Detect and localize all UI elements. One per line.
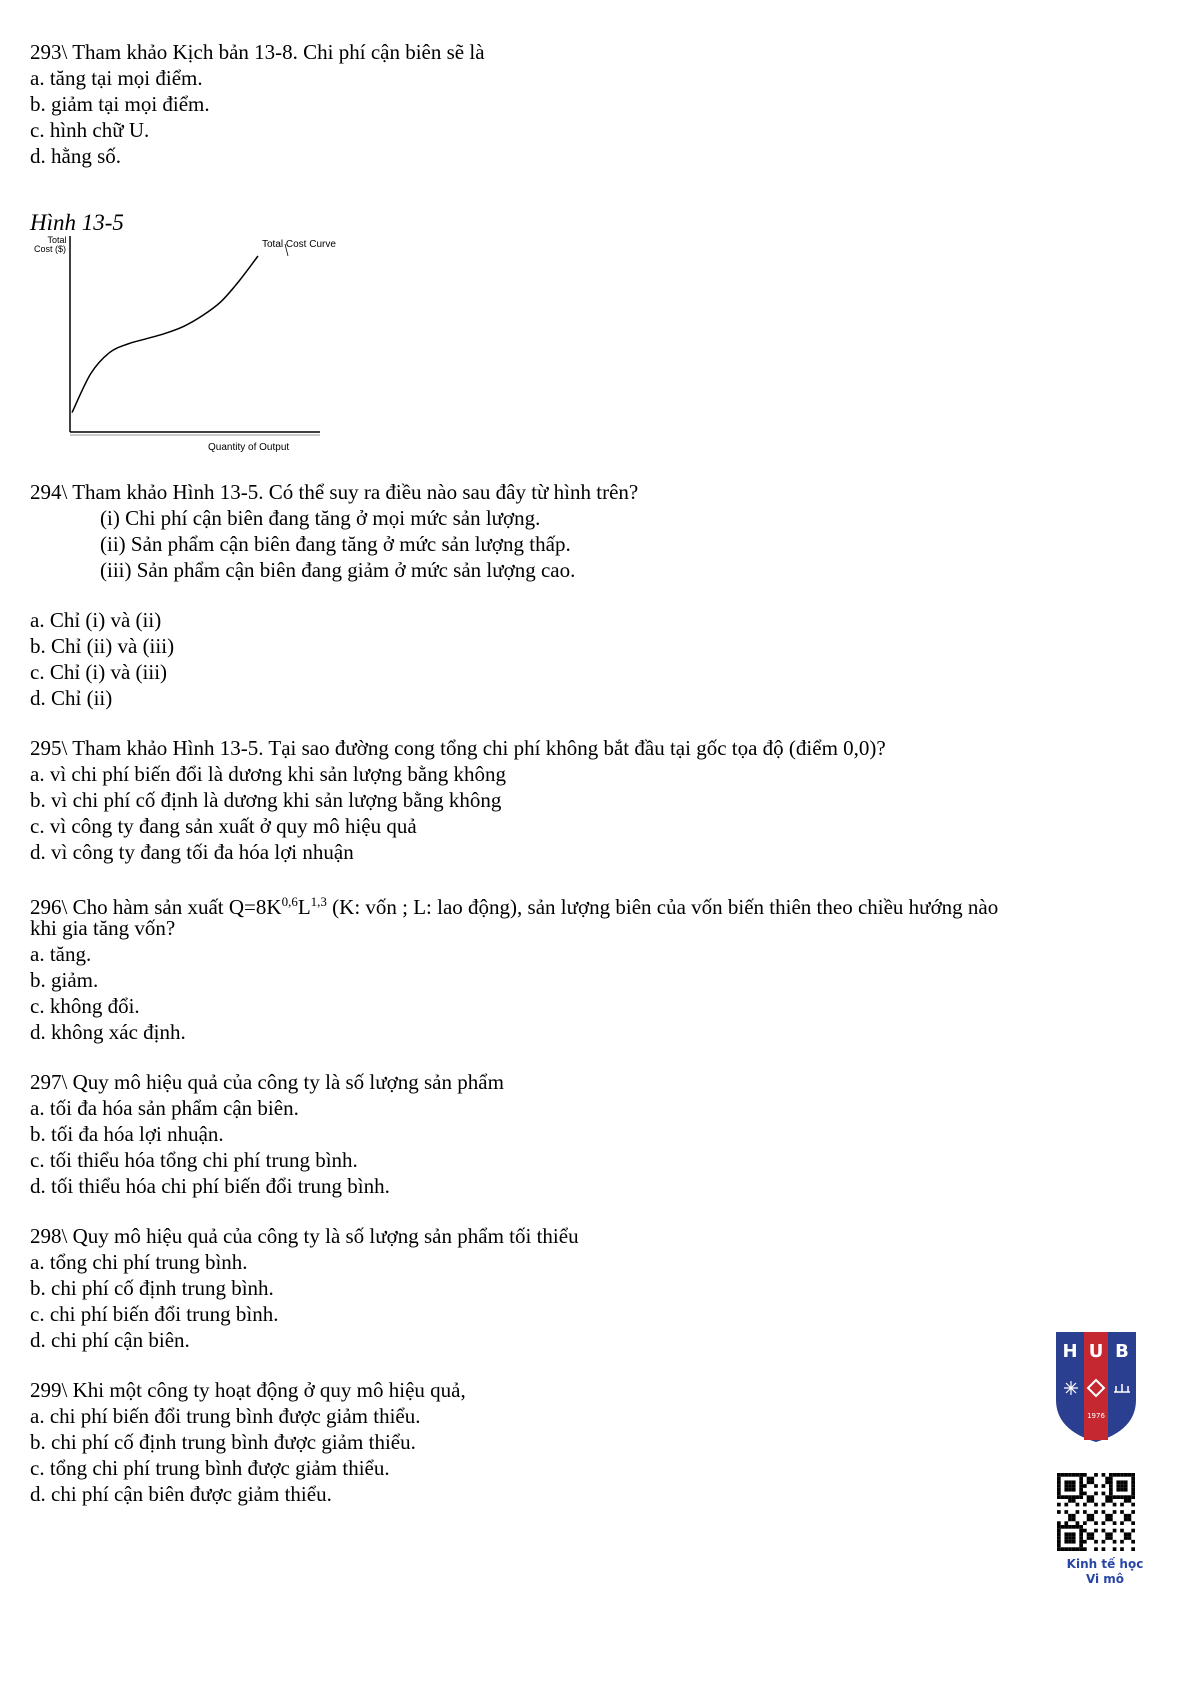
qr-module (1120, 1529, 1124, 1533)
qr-module (1105, 1536, 1109, 1540)
question-298-option-b: b. chi phí cố định trung bình. (30, 1276, 274, 1300)
qr-module (1116, 1484, 1120, 1488)
qr-module (1131, 1492, 1135, 1496)
qr-module (1068, 1525, 1072, 1529)
qr-module (1113, 1510, 1117, 1514)
qr-module (1102, 1503, 1106, 1507)
qr-module (1131, 1547, 1135, 1551)
qr-module (1109, 1532, 1113, 1536)
question-299-option-c: c. tổng chi phí trung bình được giảm thiểu. (30, 1456, 390, 1480)
qr-module (1102, 1540, 1106, 1544)
qr-module (1083, 1492, 1087, 1496)
qr-module (1109, 1480, 1113, 1484)
qr-module (1072, 1473, 1076, 1477)
qr-module (1083, 1473, 1087, 1477)
qr-module (1068, 1532, 1072, 1536)
qr-module (1064, 1495, 1068, 1499)
qr-module (1113, 1521, 1117, 1525)
qr-module (1072, 1525, 1076, 1529)
question-298-option-a: a. tổng chi phí trung bình. (30, 1250, 248, 1274)
y-axis-label-line1: Total (47, 236, 67, 245)
qr-module (1124, 1518, 1128, 1522)
qr-module (1090, 1495, 1094, 1499)
question-297-option-c: c. tối thiểu hóa tổng chi phí trung bình. (30, 1148, 358, 1172)
qr-module (1109, 1518, 1113, 1522)
qr-module (1102, 1547, 1106, 1551)
question-293-option-b: b. giảm tại mọi điểm. (30, 92, 210, 116)
qr-module (1105, 1480, 1109, 1484)
curve-label: Total Cost Curve (262, 239, 336, 250)
qr-module (1068, 1540, 1072, 1544)
qr-module (1120, 1484, 1124, 1488)
logo-star-icon (1064, 1381, 1078, 1395)
question-294-statement-iii: (iii) Sản phẩm cận biên đang giảm ở mức sản lượng cao. (100, 558, 576, 582)
qr-module (1057, 1484, 1061, 1488)
qr-module (1057, 1480, 1061, 1484)
qr-module (1087, 1477, 1091, 1481)
qr-module (1128, 1514, 1132, 1518)
qr-module (1072, 1514, 1076, 1518)
qr-module (1105, 1518, 1109, 1522)
qr-module (1131, 1540, 1135, 1544)
qr-module (1124, 1499, 1128, 1503)
qr-module (1105, 1532, 1109, 1536)
total-cost-chart (30, 236, 350, 454)
qr-module (1109, 1492, 1113, 1496)
qr-module (1102, 1484, 1106, 1488)
qr-module (1072, 1484, 1076, 1488)
qr-module (1076, 1510, 1080, 1514)
qr-module (1064, 1480, 1068, 1484)
qr-module (1102, 1510, 1106, 1514)
qr-module (1116, 1488, 1120, 1492)
question-299-option-b: b. chi phí cố định trung bình được giảm thiểu. (30, 1430, 416, 1454)
qr-module (1131, 1521, 1135, 1525)
qr-module (1120, 1480, 1124, 1484)
qr-module (1079, 1547, 1083, 1551)
qr-module (1072, 1536, 1076, 1540)
logo-letter-u: U (1088, 1341, 1104, 1362)
question-294-option-b: b. Chỉ (ii) và (iii) (30, 634, 175, 658)
logo-year: 1976 (1087, 1412, 1105, 1420)
question-293-option-a: a. tăng tại mọi điểm. (30, 66, 203, 90)
qr-module (1072, 1495, 1076, 1499)
qr-code (1057, 1473, 1135, 1551)
qr-module (1057, 1488, 1061, 1492)
qr-module (1094, 1484, 1098, 1488)
question-294-option-a: a. Chỉ (i) và (ii) (30, 608, 162, 632)
qr-module (1087, 1495, 1091, 1499)
qr-module (1131, 1495, 1135, 1499)
qr-module (1076, 1521, 1080, 1525)
qr-module (1124, 1473, 1128, 1477)
qr-module (1124, 1484, 1128, 1488)
qr-module (1116, 1473, 1120, 1477)
qr-module (1090, 1480, 1094, 1484)
figure-title: Hình 13-5 (30, 210, 124, 235)
question-293-option-c: c. hình chữ U. (30, 118, 150, 142)
question-296-stem-line2: khi gia tăng vốn? (30, 916, 176, 940)
qr-module (1061, 1525, 1065, 1529)
qr-module (1094, 1503, 1098, 1507)
qr-module (1057, 1510, 1061, 1514)
qr-module (1057, 1473, 1061, 1477)
qr-module (1076, 1473, 1080, 1477)
qr-module (1094, 1473, 1098, 1477)
qr-module (1105, 1495, 1109, 1499)
qr-module (1079, 1525, 1083, 1529)
qr-module (1068, 1514, 1072, 1518)
qr-module (1079, 1544, 1083, 1548)
qr-module (1057, 1544, 1061, 1548)
qr-module (1087, 1514, 1091, 1518)
qr-module (1113, 1503, 1117, 1507)
qr-module (1094, 1547, 1098, 1551)
hub-university-logo (1054, 1330, 1138, 1444)
qr-module (1079, 1477, 1083, 1481)
caption-line1: Kinh tế học (1066, 1557, 1144, 1571)
qr-module (1083, 1510, 1087, 1514)
qr-module (1090, 1536, 1094, 1540)
qr-module (1102, 1492, 1106, 1496)
qr-module (1079, 1495, 1083, 1499)
qr-module (1128, 1532, 1132, 1536)
qr-module (1083, 1484, 1087, 1488)
question-294-option-d: d. Chỉ (ii) (30, 686, 113, 710)
qr-module (1128, 1536, 1132, 1540)
question-293-stem: 293\ Tham khảo Kịch bản 13-8. Chi phí cận biên sẽ là (30, 40, 485, 64)
qr-module (1057, 1532, 1061, 1536)
question-294-stem: 294\ Tham khảo Hình 13-5. Có thể suy ra điều nào sau đây từ hình trên? (30, 480, 639, 504)
qr-module (1109, 1477, 1113, 1481)
qr-module (1072, 1532, 1076, 1536)
qr-module (1131, 1529, 1135, 1533)
qr-module (1068, 1536, 1072, 1540)
qr-module (1109, 1488, 1113, 1492)
qr-module (1120, 1510, 1124, 1514)
qr-module (1124, 1514, 1128, 1518)
qr-module (1064, 1521, 1068, 1525)
qr-module (1131, 1477, 1135, 1481)
qr-module (1079, 1473, 1083, 1477)
qr-module (1128, 1473, 1132, 1477)
qr-module (1064, 1473, 1068, 1477)
qr-module (1079, 1484, 1083, 1488)
qr-module (1068, 1495, 1072, 1499)
qr-module (1120, 1503, 1124, 1507)
qr-module (1113, 1540, 1117, 1544)
qr-module (1105, 1477, 1109, 1481)
qr-module (1057, 1525, 1061, 1529)
qr-module (1072, 1480, 1076, 1484)
qr-module (1072, 1540, 1076, 1544)
qr-module (1120, 1521, 1124, 1525)
qr-module (1116, 1480, 1120, 1484)
qr-module (1061, 1495, 1065, 1499)
question-296-option-d: d. không xác định. (30, 1020, 186, 1044)
qr-module (1087, 1518, 1091, 1522)
qr-module (1120, 1473, 1124, 1477)
qr-module (1131, 1480, 1135, 1484)
qr-module (1131, 1484, 1135, 1488)
qr-module (1072, 1518, 1076, 1522)
question-294-option-c: c. Chỉ (i) và (iii) (30, 660, 168, 684)
qr-module (1120, 1495, 1124, 1499)
y-axis-label-line2: Cost ($) (33, 244, 67, 254)
qr-module (1128, 1518, 1132, 1522)
qr-module (1079, 1480, 1083, 1484)
exponent-k: 0,6 (281, 894, 298, 909)
qr-module (1102, 1521, 1106, 1525)
qr-module (1109, 1495, 1113, 1499)
qr-module (1083, 1547, 1087, 1551)
qr-module (1128, 1495, 1132, 1499)
qr-module (1083, 1503, 1087, 1507)
qr-module (1090, 1477, 1094, 1481)
qr-module (1094, 1492, 1098, 1496)
qr-module (1090, 1499, 1094, 1503)
qr-module (1079, 1529, 1083, 1533)
question-298-stem: 298\ Quy mô hiệu quả của công ty là số lượng sản phẩm tối thiểu (30, 1224, 579, 1248)
qr-module (1083, 1529, 1087, 1533)
qr-module (1131, 1503, 1135, 1507)
qr-module (1061, 1473, 1065, 1477)
qr-module (1064, 1532, 1068, 1536)
qr-module (1068, 1488, 1072, 1492)
qr-module (1061, 1547, 1065, 1551)
qr-module (1105, 1514, 1109, 1518)
qr-module (1057, 1529, 1061, 1533)
qr-module (1079, 1532, 1083, 1536)
question-296-stem-suffix: (K: vốn ; L: lao động), sản lượng biên của vốn biến thiên theo chiều hướng nào (326, 895, 999, 919)
qr-module (1087, 1532, 1091, 1536)
question-296-stem-mid: L (297, 895, 311, 919)
question-297-stem: 297\ Quy mô hiệu quả của công ty là số lượng sản phẩm (30, 1070, 504, 1094)
qr-module (1109, 1536, 1113, 1540)
question-295-option-c: c. vì công ty đang sản xuất ở quy mô hiệu quả (30, 814, 417, 838)
qr-module (1120, 1488, 1124, 1492)
question-295-stem: 295\ Tham khảo Hình 13-5. Tại sao đường cong tổng chi phí không bắt đầu tại gốc tọa độ (điểm 0,0)? (30, 736, 886, 760)
total-cost-curve (72, 256, 258, 413)
qr-module (1064, 1503, 1068, 1507)
question-296-stem (30, 888, 998, 921)
qr-module (1076, 1547, 1080, 1551)
qr-module (1064, 1536, 1068, 1540)
qr-module (1079, 1536, 1083, 1540)
qr-module (1057, 1492, 1061, 1496)
qr-module (1079, 1540, 1083, 1544)
qr-module (1113, 1547, 1117, 1551)
qr-module (1057, 1540, 1061, 1544)
qr-module (1102, 1473, 1106, 1477)
qr-module (1083, 1521, 1087, 1525)
qr-module (1094, 1510, 1098, 1514)
question-296-option-b: b. giảm. (30, 968, 99, 992)
qr-module (1057, 1536, 1061, 1540)
question-295-option-a: a. vì chi phí biến đổi là dương khi sản lượng bằng không (30, 762, 506, 786)
question-293-option-d: d. hằng số. (30, 144, 121, 168)
qr-module (1113, 1529, 1117, 1533)
question-296-stem-prefix: 296\ Cho hàm sản xuất Q=8K (30, 895, 282, 919)
qr-module (1057, 1503, 1061, 1507)
qr-module (1094, 1521, 1098, 1525)
question-294-statement-i: (i) Chi phí cận biên đang tăng ở mọi mức sản lượng. (100, 506, 541, 530)
qr-module (1076, 1495, 1080, 1499)
qr-module (1083, 1540, 1087, 1544)
qr-module (1076, 1503, 1080, 1507)
qr-module (1064, 1547, 1068, 1551)
qr-module (1109, 1473, 1113, 1477)
question-299-option-d: d. chi phí cận biên được giảm thiểu. (30, 1482, 332, 1506)
qr-module (1068, 1473, 1072, 1477)
qr-module (1087, 1536, 1091, 1540)
question-299-option-a: a. chi phí biến đổi trung bình được giảm thiểu. (30, 1404, 421, 1428)
qr-module (1109, 1514, 1113, 1518)
qr-module (1057, 1477, 1061, 1481)
question-296-option-a: a. tăng. (30, 942, 92, 966)
question-299-stem: 299\ Khi một công ty hoạt động ở quy mô hiệu quả, (30, 1378, 466, 1402)
qr-module (1128, 1499, 1132, 1503)
qr-module (1094, 1529, 1098, 1533)
qr-module (1090, 1514, 1094, 1518)
question-298-option-d: d. chi phí cận biên. (30, 1328, 190, 1352)
qr-module (1064, 1525, 1068, 1529)
qr-module (1057, 1495, 1061, 1499)
qr-module (1079, 1492, 1083, 1496)
qr-module (1109, 1484, 1113, 1488)
question-294-statement-ii: (ii) Sản phẩm cận biên đang tăng ở mức sản lượng thấp. (100, 532, 571, 556)
question-297-option-b: b. tối đa hóa lợi nhuận. (30, 1122, 224, 1146)
qr-module (1120, 1547, 1124, 1551)
qr-module (1090, 1518, 1094, 1522)
qr-module (1072, 1488, 1076, 1492)
exponent-l: 1,3 (310, 894, 327, 909)
logo-letter-b: B (1115, 1341, 1129, 1362)
x-axis-label: Quantity of Output (208, 442, 290, 453)
qr-module (1064, 1510, 1068, 1514)
qr-module (1131, 1488, 1135, 1492)
question-298-option-c: c. chi phí biến đổi trung bình. (30, 1302, 279, 1326)
qr-module (1090, 1532, 1094, 1536)
qr-module (1068, 1484, 1072, 1488)
qr-module (1124, 1495, 1128, 1499)
qr-module (1079, 1488, 1083, 1492)
qr-module (1124, 1488, 1128, 1492)
qr-module (1113, 1473, 1117, 1477)
qr-module (1064, 1488, 1068, 1492)
qr-module (1068, 1480, 1072, 1484)
qr-module (1124, 1532, 1128, 1536)
caption-line2: Vi mô (1085, 1572, 1125, 1586)
qr-module (1124, 1480, 1128, 1484)
qr-module (1102, 1529, 1106, 1533)
question-296-option-c: c. không đổi. (30, 994, 140, 1018)
qr-module (1064, 1484, 1068, 1488)
qr-module (1131, 1510, 1135, 1514)
qr-module (1113, 1495, 1117, 1499)
question-295-option-d: d. vì công ty đang tối đa hóa lợi nhuận (30, 840, 354, 864)
qr-module (1109, 1499, 1113, 1503)
qr-module (1131, 1473, 1135, 1477)
qr-module (1064, 1540, 1068, 1544)
qr-module (1094, 1540, 1098, 1544)
qr-module (1057, 1547, 1061, 1551)
qr-module (1087, 1480, 1091, 1484)
question-297-option-d: d. tối thiểu hóa chi phí biến đổi trung bình. (30, 1174, 390, 1198)
logo-letter-h: H (1062, 1341, 1078, 1362)
qr-module (1087, 1499, 1091, 1503)
question-295-option-b: b. vì chi phí cố định là dương khi sản lượng bằng không (30, 788, 502, 812)
qr-module (1120, 1540, 1124, 1544)
qr-module (1076, 1525, 1080, 1529)
qr-module (1068, 1547, 1072, 1551)
qr-module (1072, 1499, 1076, 1503)
qr-module (1116, 1495, 1120, 1499)
qr-module (1057, 1521, 1061, 1525)
qr-module (1124, 1536, 1128, 1540)
qr-module (1068, 1499, 1072, 1503)
qr-module (1068, 1518, 1072, 1522)
question-297-option-a: a. tối đa hóa sản phẩm cận biên. (30, 1096, 299, 1120)
qr-module (1072, 1547, 1076, 1551)
qr-module (1105, 1499, 1109, 1503)
